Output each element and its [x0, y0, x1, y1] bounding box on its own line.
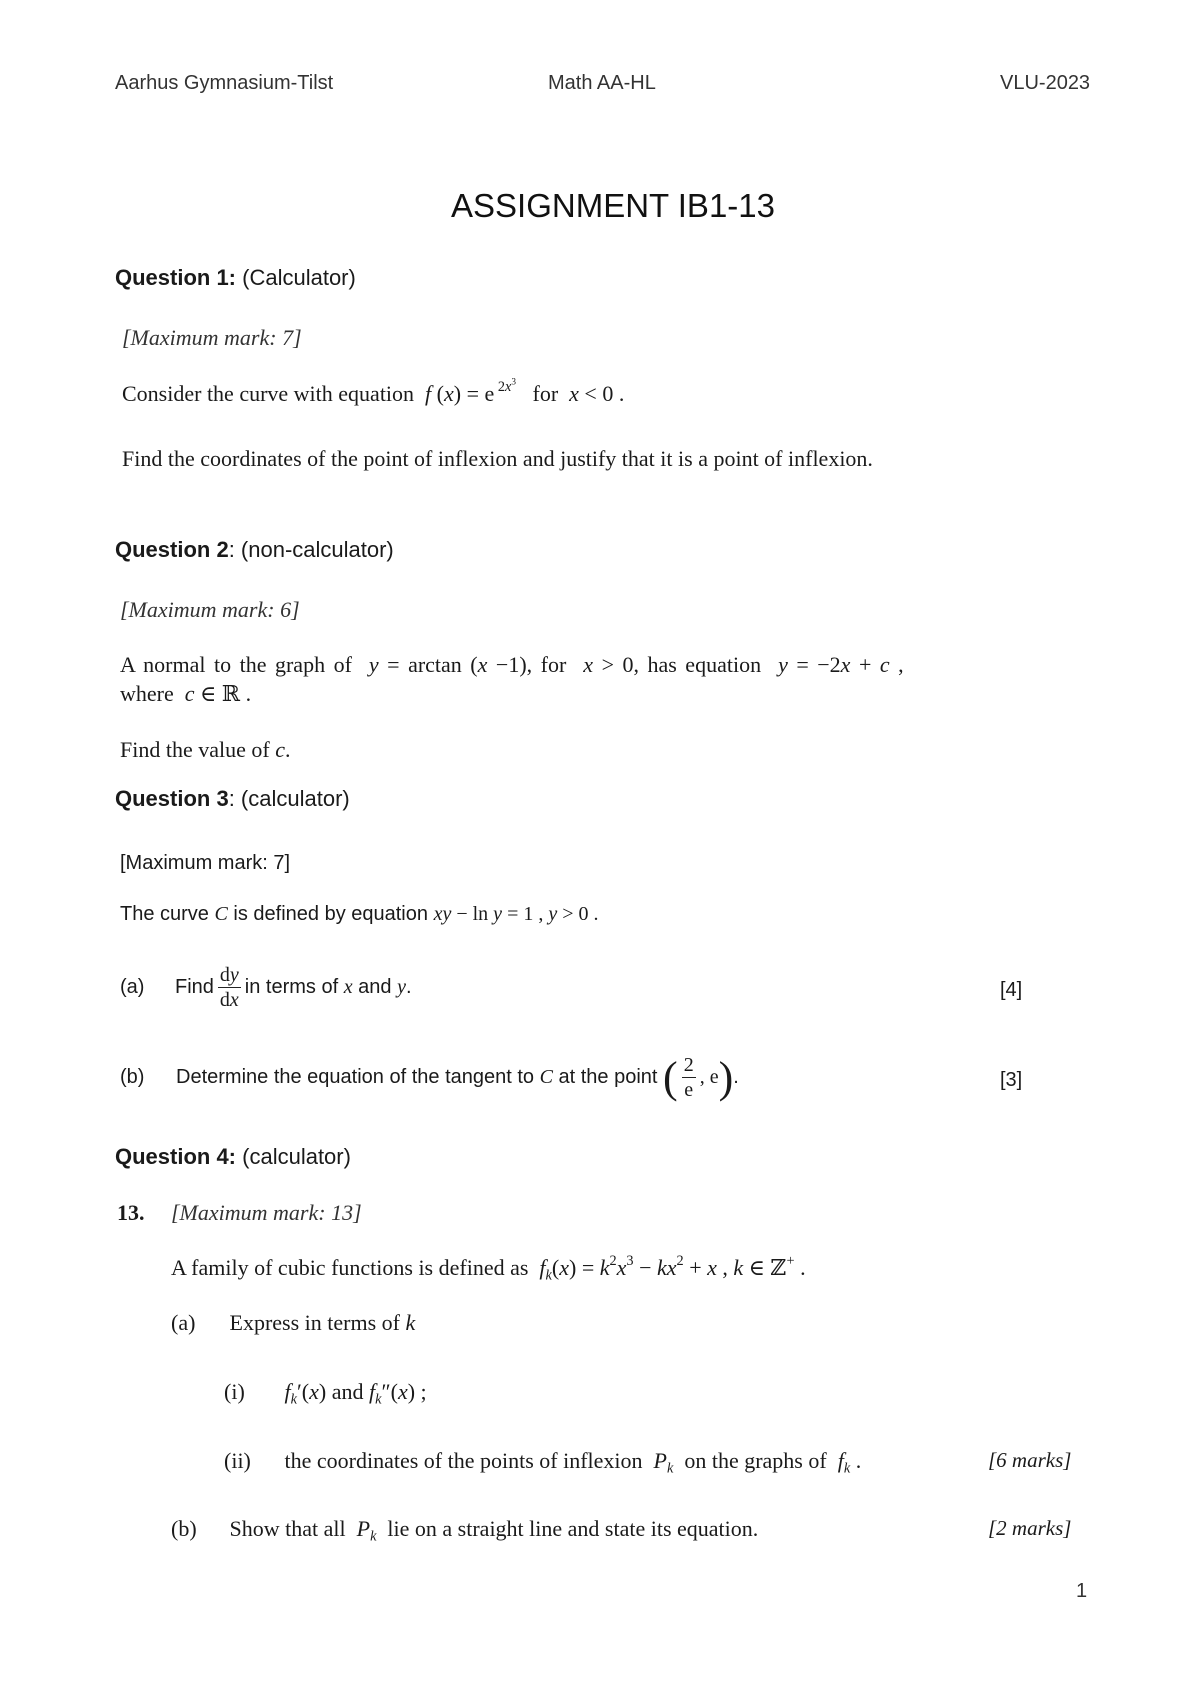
q2-function: y = arctan (x −1): [368, 652, 527, 677]
q1-text-prefix: Consider the curve with equation: [122, 381, 415, 406]
question-1-type: (Calculator): [242, 265, 356, 290]
q4-part-a-text: Express in terms of: [229, 1310, 400, 1335]
question-3-intro: The curve C is defined by equation xy − ln y = 1 , y > 0 .: [120, 903, 599, 925]
q4-sub-ii-marks: [6 marks]: [988, 1448, 1072, 1472]
q4-sub-ii-text2: on the graphs of: [684, 1448, 827, 1473]
q3-curve-equation: xy − ln y = 1 , y > 0 .: [433, 903, 599, 925]
question-2-task: Find the value of c.: [120, 737, 291, 762]
q4-part-a-label: (a): [171, 1310, 196, 1335]
question-3-part-b: (b) Determine the equation of the tangent to C at the point ( $\frac{2}{e}$ , e ) .: [120, 1052, 739, 1102]
q1-text-for: for: [532, 381, 559, 406]
header-course: Math AA-HL: [548, 72, 656, 94]
q2-text-a: A normal to the graph of: [120, 652, 352, 677]
question-4-heading: [115, 1144, 351, 1170]
question-4-part-a-ii: (ii) the coordinates of the points of inflexion $P_k$ on the graphs of $f_k$ .: [224, 1448, 862, 1477]
header-code: VLU-2023: [1000, 72, 1091, 94]
q4-intro: A family of cubic functions is defined as: [171, 1255, 529, 1280]
q3-point: ( $\frac{2}{e}$ , e ) .: [663, 1052, 739, 1102]
q3-part-b-text: Determine the equation of the tangent to: [176, 1066, 535, 1088]
q2-condition: x > 0: [583, 652, 634, 677]
question-1-equation-line: [122, 377, 625, 407]
q3-part-a-label: (a): [120, 976, 145, 998]
page-title: ASSIGNMENT IB1-13: [451, 187, 775, 224]
question-4-label: Question 4:: [115, 1144, 237, 1169]
question-3-heading: [115, 786, 350, 812]
q2-c-real: c ∈ ℝ .: [184, 681, 252, 706]
q3-part-b-marks: [3]: [1000, 1069, 1023, 1091]
q3-part-b-label: (b): [120, 1066, 145, 1088]
question-1-max-mark: [Maximum mark: 7]: [122, 325, 302, 350]
question-2-label: Question 2: [115, 537, 229, 562]
question-3-type: : (calculator): [228, 786, 350, 811]
q3-part-a-marks: [4]: [1000, 979, 1023, 1001]
question-1-label: Question 1:: [115, 265, 237, 290]
q3-part-a-find: Find: [175, 976, 214, 998]
q1-condition: x < 0 .: [569, 381, 625, 406]
question-3-label: Question 3: [115, 786, 229, 811]
header-school: Aarhus Gymnasium-Tilst: [115, 72, 334, 94]
question-4-max-mark: [Maximum mark: 13]: [171, 1200, 362, 1225]
q4-part-b-label: (b): [171, 1516, 197, 1541]
question-4-part-b: (b) Show that all $P_k$ lie on a straight line and state its equation.: [171, 1516, 759, 1545]
q2-text-b: , for: [526, 652, 567, 677]
q3-part-b-text2: at the point: [558, 1066, 658, 1088]
q4-function: $f_k(x) = k^2x^3 - kx^2 + x$ , k ∈ ℤ+ .: [539, 1253, 806, 1284]
q3-part-a-rest: in terms of: [244, 976, 339, 998]
question-4-part-a-i: [224, 1379, 427, 1408]
question-2-line-2: [120, 681, 251, 707]
q3-intro-a: The curve: [120, 903, 209, 925]
q4-sub-i-math: $f_k'(x)$ and $f_k''(x)$ ;: [284, 1379, 427, 1408]
question-2-line-1: [120, 652, 904, 678]
q2-where: where: [120, 681, 174, 706]
q4-part-b-text-b: lie on a straight line and state its equation.: [387, 1516, 759, 1541]
q2-normal-equation: y = −2x + c ,: [778, 652, 904, 677]
question-2-max-mark: [Maximum mark: 6]: [120, 597, 300, 622]
page-number: 1: [1076, 1580, 1088, 1602]
q4-sub-ii-text: the coordinates of the points of inflexion: [284, 1448, 643, 1473]
q4-question-number: 13.: [117, 1200, 145, 1225]
q4-sub-ii-label: (ii): [224, 1448, 251, 1473]
question-3-max-mark: [Maximum mark: 7]: [120, 852, 291, 874]
q3-derivative-fraction: $\frac{dy}{dx}$: [219, 964, 239, 1011]
q1-equation: f (x) = e $^{2x^3}$: [425, 377, 516, 406]
q4-part-b-text-a: Show that all: [229, 1516, 346, 1541]
q4-sub-i-and: and: [331, 1379, 364, 1404]
question-4-intro: [171, 1253, 806, 1284]
question-4-type: (calculator): [242, 1144, 351, 1169]
question-1-heading: [115, 265, 356, 291]
question-3-part-a: (a) Find $\frac{dy}{dx}$ in terms of x and y .: [120, 964, 412, 1011]
q3-intro-b: is defined by equation: [233, 903, 428, 925]
q4-sub-i-label: (i): [224, 1379, 245, 1404]
q2-task-prefix: Find the value of: [120, 737, 270, 762]
question-1-task: Find the coordinates of the point of inflexion and justify that it is a point of inflexion.: [122, 446, 873, 471]
q4-part-b-marks: [2 marks]: [988, 1516, 1072, 1540]
q3-part-a-and: and: [358, 976, 392, 998]
q2-text-c: , has equation: [633, 652, 762, 677]
question-2-type: : (non-calculator): [228, 537, 394, 562]
question-4-part-a: (a) Express in terms of k: [171, 1310, 416, 1335]
question-2-heading: [115, 537, 394, 563]
